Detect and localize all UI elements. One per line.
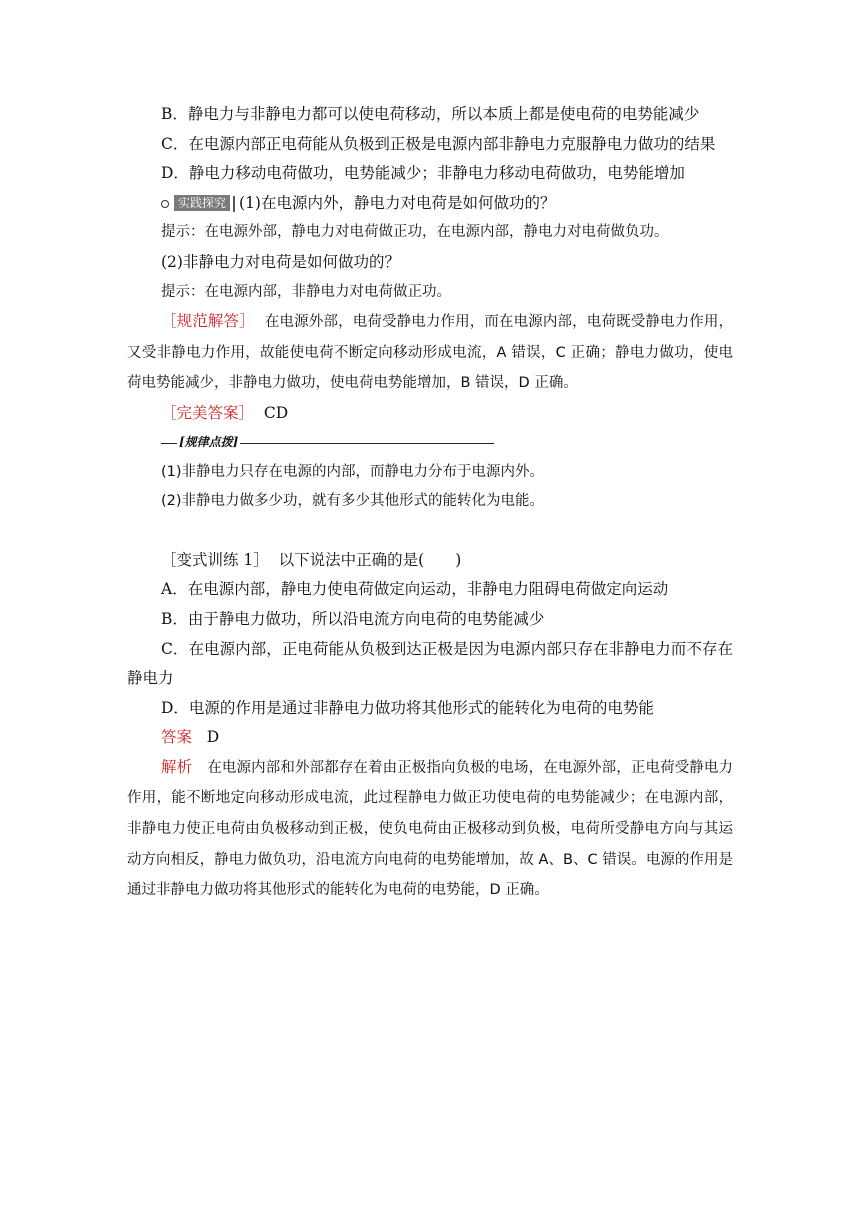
document-body bbox=[127, 100, 733, 906]
final-answer bbox=[127, 399, 733, 429]
exercise-question: 以下说法中正确的是( ) bbox=[278, 550, 462, 569]
exercise-option-d: D．电源的作用是通过非静电力做功将其他形式的能转化为电荷的电势能 bbox=[161, 698, 654, 717]
explore-question-2: (2)非静电力对电荷是如何做功的？ bbox=[161, 252, 400, 271]
circle-bullet-icon bbox=[161, 200, 169, 208]
option-c: C．在电源内部正电荷能从负极到正极是电源内部非静电力克服静电力做功的结果 bbox=[161, 134, 716, 153]
solution-text: 在电源外部，电荷受静电力作用，而在电源内部，电荷既受静电力作用，又受非静电力作用，故能使电荷不断定向移动形成电流，A 错误，C 正确；静电力做功，使电荷电势能减少，非静电力做功，使电荷电势能增加，B 错误，D 正确。 bbox=[127, 314, 733, 392]
rule-point-1: (1)非静电力只存在电源的内部，而静电力分布于电源内外。 bbox=[161, 463, 545, 480]
rule-line bbox=[240, 443, 494, 444]
rule-point-2: (2)非静电力做多少功，就有多少其他形式的能转化为电能。 bbox=[161, 493, 545, 510]
exercise-answer bbox=[127, 723, 733, 753]
option-d: D．静电力移动电荷做功，电势能减少；非静电力移动电荷做功，电势能增加 bbox=[161, 164, 685, 183]
rule-divider bbox=[161, 429, 733, 458]
exercise-option-b: B．由于静电力做功，所以沿电流方向电荷的电势能减少 bbox=[161, 609, 545, 628]
explore-question-1 bbox=[127, 189, 733, 219]
badge-bar-icon bbox=[233, 196, 235, 212]
exercise-option-a: A．在电源内部，静电力使电荷做定向运动，非静电力阻碍电荷做定向运动 bbox=[161, 580, 669, 599]
final-answer-value: CD bbox=[263, 403, 289, 422]
exercise-label: ［变式训练 1］ bbox=[161, 550, 269, 569]
explore-badge: 实践探究 bbox=[174, 195, 230, 211]
explore-q1-text: (1)在电源内外，静电力对电荷是如何做功的？ bbox=[239, 193, 556, 212]
solution-paragraph bbox=[127, 307, 733, 399]
answer-label: 答案 bbox=[161, 728, 193, 747]
explore-hint-1: 提示：在电源外部，静电力对电荷做正功，在电源内部，静电力对电荷做负功。 bbox=[161, 224, 669, 241]
option-b: B．静电力与非静电力都可以使电荷移动，所以本质上都是使电荷的电势能减少 bbox=[161, 105, 700, 123]
rule-dash bbox=[161, 443, 177, 444]
explore-hint-2: 提示：在电源内部，非静电力对电荷做正功。 bbox=[161, 283, 451, 300]
answer-value: D bbox=[206, 728, 220, 747]
exercise-option-c: C．在电源内部，正电荷能从负极到达正极是因为电源内部只存在非静电力而不存在静电力 bbox=[127, 639, 733, 688]
spacer bbox=[127, 517, 733, 546]
exercise-heading bbox=[127, 546, 733, 576]
exercise-analysis bbox=[127, 753, 733, 906]
analysis-label: 解析 bbox=[161, 757, 193, 776]
analysis-text: 在电源内部和外部都存在着由正极指向负极的电场，在电源外部，正电荷受静电力作用，能不断地定向移动形成电流，此过程静电力做正功使电荷的电势能减少；在电源内部，非静电力使正电荷由负极移动到正极，使负电荷由正极移动到负极，电荷所受静电方向与其运动方向相反，静电力做负功，沿电流方向电荷的电势能增加，故 A、B、C 错误。电源的作用是通过非静电力做功将其他形式的能转化为电荷的电势能，D 正确。 bbox=[127, 759, 734, 899]
rule-tag: [规律点拨] bbox=[179, 435, 239, 450]
final-answer-label: ［完美答案］ bbox=[161, 403, 255, 422]
solution-label: ［规范解答］ bbox=[161, 312, 255, 331]
